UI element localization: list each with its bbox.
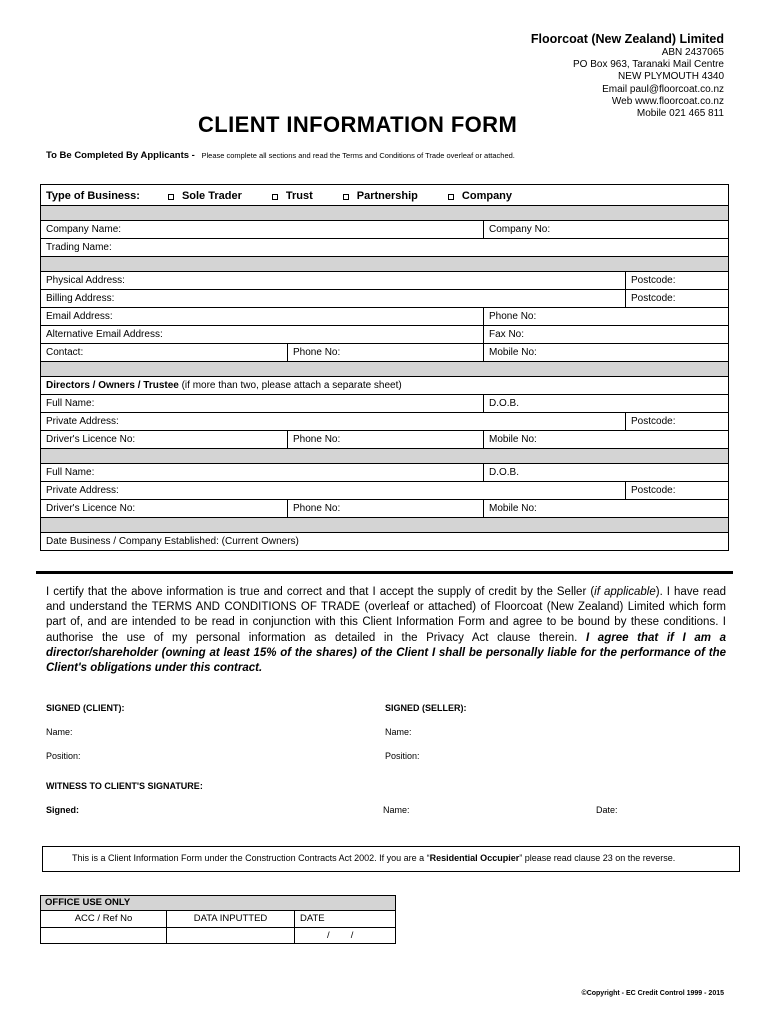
- separator-row: [41, 256, 728, 271]
- date-established-field[interactable]: Date Business / Company Established: (Current Owners): [46, 536, 299, 547]
- postcode-field[interactable]: Postcode:: [625, 272, 728, 289]
- date-established-row: [41, 532, 728, 550]
- drivers-licence-field[interactable]: Driver's Licence No:: [46, 503, 136, 514]
- billing-address-row: [41, 289, 728, 307]
- private-address-field[interactable]: Private Address:: [46, 485, 119, 496]
- section-divider: [36, 571, 733, 574]
- full-name-field[interactable]: Full Name:: [46, 398, 95, 409]
- company-web: Web www.floorcoat.co.nz: [611, 95, 724, 107]
- checkbox-icon[interactable]: [343, 194, 349, 200]
- mobile-no-field[interactable]: Mobile No:: [483, 500, 728, 517]
- office-use-table: [40, 895, 396, 944]
- separator-row: [41, 361, 728, 376]
- signed-seller-label: SIGNED (SELLER):: [385, 703, 467, 713]
- email-address-field[interactable]: Email Address:: [46, 311, 113, 322]
- company-email: Email paul@floorcoat.co.nz: [602, 83, 724, 95]
- trading-name-field[interactable]: Trading Name:: [46, 242, 112, 253]
- company-abn: ABN 2437065: [661, 47, 724, 58]
- company-name-field[interactable]: Company Name:: [46, 224, 122, 235]
- acc-ref-header: ACC / Ref No: [74, 913, 133, 924]
- certification-text: I certify that the above information is true and correct and that I accept the supply of credit by the Seller (if applicable). I have read and understand the TERMS AND CONDITIONS OF TRADE (overleaf or attached) of Floorcoat (New Zealand) Limited which form part of, and are intended to be read in conjunction with this Client Information Form and agree to be bound by these conditions. I authorise the use of my personal information as detailed in the Privacy Act clause therein. I agree that if I am a director/shareholder (owning at least 15% of the shares) of the Client I shall be personally liable for the performance of the Client's obligations under this contract.: [46, 586, 727, 675]
- company-details: [531, 32, 724, 120]
- form-title: CLIENT INFORMATION FORM: [198, 112, 518, 137]
- construction-contracts-notice: This is a Client Information Form under the Construction Contracts Act 2002. If you are a “Residential Occupier” please read clause 23 on the reverse.: [42, 846, 740, 872]
- trading-row: [41, 238, 728, 256]
- alt-email-row: [41, 325, 728, 343]
- office-use-header-row: [41, 911, 395, 927]
- phone-no-field[interactable]: Phone No:: [483, 308, 728, 325]
- acc-ref-cell[interactable]: [41, 928, 166, 943]
- dob-field[interactable]: D.O.B.: [483, 464, 728, 481]
- separator-row: [41, 205, 728, 220]
- company-no-field[interactable]: Company No:: [483, 221, 728, 238]
- mobile-no-field[interactable]: Mobile No:: [483, 431, 728, 448]
- phone-no-field[interactable]: Phone No:: [287, 431, 483, 448]
- instructions: [46, 150, 515, 161]
- option-trust[interactable]: Trust: [272, 190, 313, 203]
- client-name-label: Name:: [46, 727, 73, 737]
- director1-name-row: [41, 394, 728, 412]
- instructions-lead: To Be Completed By Applicants -: [46, 150, 195, 161]
- option-sole-trader[interactable]: Sole Trader: [168, 190, 242, 203]
- checkbox-icon[interactable]: [448, 194, 454, 200]
- office-use-entry-row: [41, 927, 395, 943]
- client-position-label: Position:: [46, 751, 81, 761]
- phone-no-field[interactable]: Phone No:: [287, 500, 483, 517]
- option-partnership[interactable]: Partnership: [343, 190, 418, 203]
- director1-licence-row: [41, 430, 728, 448]
- company-city: NEW PLYMOUTH 4340: [618, 71, 724, 83]
- data-inputted-cell[interactable]: [166, 928, 294, 943]
- director1-address-row: [41, 412, 728, 430]
- witness-signed-label: Signed:: [46, 805, 79, 815]
- separator-row: [41, 517, 728, 532]
- business-type-label: Type of Business:: [46, 190, 140, 202]
- directors-heading: Directors / Owners / Trustee (if more than two, please attach a separate sheet): [46, 380, 402, 391]
- mobile-no-field[interactable]: Mobile No:: [483, 344, 728, 361]
- company-name: Floorcoat (New Zealand) Limited: [530, 32, 724, 46]
- fax-no-field[interactable]: Fax No:: [483, 326, 728, 343]
- directors-heading-row: [41, 376, 728, 394]
- phone-no-field[interactable]: Phone No:: [287, 344, 483, 361]
- physical-address-row: [41, 271, 728, 289]
- date-header: DATE: [294, 911, 395, 927]
- company-mobile: Mobile 021 465 811: [636, 108, 724, 120]
- postcode-field[interactable]: Postcode:: [625, 482, 728, 499]
- director2-address-row: [41, 481, 728, 499]
- seller-name-label: Name:: [385, 727, 412, 737]
- postcode-field[interactable]: Postcode:: [625, 290, 728, 307]
- signed-client-label: SIGNED (CLIENT):: [46, 703, 125, 713]
- option-company[interactable]: Company: [448, 190, 512, 203]
- seller-position-label: Position:: [385, 751, 420, 761]
- private-address-field[interactable]: Private Address:: [46, 416, 119, 427]
- drivers-licence-field[interactable]: Driver's Licence No:: [46, 434, 136, 445]
- witness-date-label: Date:: [596, 805, 618, 815]
- client-information-table: [40, 184, 729, 551]
- postcode-field[interactable]: Postcode:: [625, 413, 728, 430]
- instructions-detail: Please complete all sections and read the Terms and Conditions of Trade overleaf or attached.: [201, 151, 515, 160]
- dob-field[interactable]: D.O.B.: [483, 395, 728, 412]
- witness-name-label: Name:: [383, 805, 410, 815]
- copyright-notice: ©Copyright - EC Credit Control 1999 - 2015: [581, 990, 724, 997]
- full-name-field[interactable]: Full Name:: [46, 467, 95, 478]
- email-row: [41, 307, 728, 325]
- billing-address-field[interactable]: Billing Address:: [46, 293, 115, 304]
- checkbox-icon[interactable]: [168, 194, 174, 200]
- director2-name-row: [41, 463, 728, 481]
- data-inputted-header: DATA INPUTTED: [166, 911, 294, 927]
- company-row: [41, 220, 728, 238]
- contact-field[interactable]: Contact:: [46, 347, 84, 358]
- witness-label: WITNESS TO CLIENT'S SIGNATURE:: [46, 781, 203, 791]
- physical-address-field[interactable]: Physical Address:: [46, 275, 125, 286]
- alt-email-field[interactable]: Alternative Email Address:: [46, 329, 163, 340]
- director2-licence-row: [41, 499, 728, 517]
- office-use-header: OFFICE USE ONLY: [41, 896, 395, 911]
- separator-row: [41, 448, 728, 463]
- checkbox-icon[interactable]: [272, 194, 278, 200]
- business-type-row: [41, 185, 728, 205]
- contact-row: [41, 343, 728, 361]
- date-cell[interactable]: / /: [294, 928, 395, 943]
- company-po-box: PO Box 963, Taranaki Mail Centre: [572, 59, 724, 71]
